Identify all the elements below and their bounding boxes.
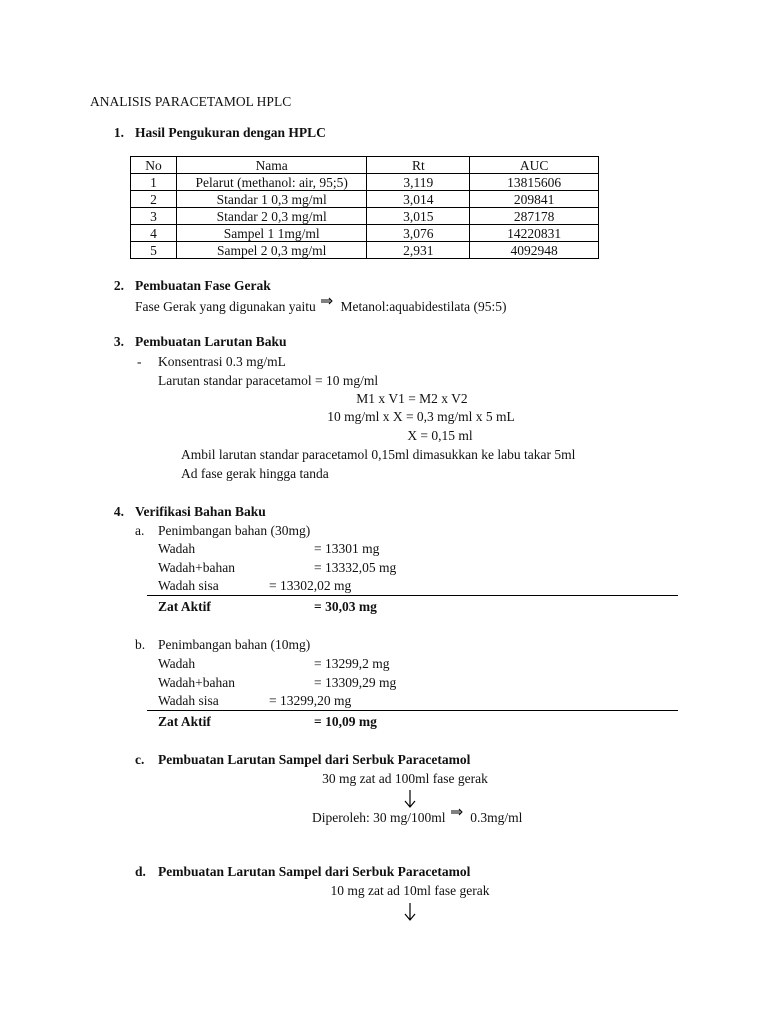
sub-b-title: Penimbangan bahan (10mg) — [158, 637, 311, 652]
divider-line — [147, 595, 678, 596]
ambil-larutan-line: Ambil larutan standar paracetamol 0,15ml dimasukkan ke labu takar 5ml — [181, 447, 576, 462]
wadah-sisa-label: Wadah sisa — [158, 578, 219, 593]
table-row — [131, 242, 599, 259]
cell-auc: 4092948 — [470, 242, 599, 259]
cell-rt: 3,119 — [367, 174, 470, 191]
diperoleh-label: Diperoleh: 30 mg/100ml — [312, 810, 446, 825]
fase-gerak-label: Fase Gerak yang digunakan yaitu — [135, 299, 316, 314]
implies-arrow-icon — [451, 808, 463, 816]
diperoleh-value: 0.3mg/ml — [470, 810, 523, 825]
zat-aktif-value: = 30,03 mg — [314, 599, 377, 614]
equation-3: X = 0,15 ml — [407, 428, 473, 443]
sub-d-title: Pembuatan Larutan Sampel dari Serbuk Paracetamol — [158, 864, 471, 879]
cell-auc: 13815606 — [470, 174, 599, 191]
cell-rt: 3,015 — [367, 208, 470, 225]
wadah-bahan-label: Wadah+bahan — [158, 675, 235, 690]
divider-line — [147, 710, 678, 711]
sub-c-line-2 — [312, 808, 522, 826]
sub-c-line-1: 30 mg zat ad 100ml fase gerak — [322, 771, 488, 786]
wadah-sisa-value: = 13302,02 mg — [269, 578, 352, 593]
zat-aktif-label: Zat Aktif — [158, 599, 211, 614]
column-header-auc: AUC — [470, 157, 599, 174]
cell-no: 1 — [131, 174, 177, 191]
cell-auc: 14220831 — [470, 225, 599, 242]
sub-c-title: Pembuatan Larutan Sampel dari Serbuk Paracetamol — [158, 752, 471, 767]
larutan-standar-line: Larutan standar paracetamol = 10 mg/ml — [158, 373, 379, 388]
section-2-heading: Pembuatan Fase Gerak — [135, 278, 271, 293]
wadah-sisa-label: Wadah sisa — [158, 693, 219, 708]
section-4-heading: Verifikasi Bahan Baku — [135, 504, 266, 519]
konsentrasi-item: Konsentrasi 0.3 mg/mL — [158, 354, 286, 369]
cell-rt: 3,076 — [367, 225, 470, 242]
table-header-row — [131, 157, 599, 174]
cell-nama: Sampel 1 1mg/ml — [176, 225, 367, 242]
cell-nama: Pelarut (methanol: air, 95;5) — [176, 174, 367, 191]
sub-a-title: Penimbangan bahan (30mg) — [158, 523, 311, 538]
table-row — [131, 191, 599, 208]
ad-fase-gerak-line: Ad fase gerak hingga tanda — [181, 466, 329, 481]
sub-a-letter: a. — [135, 523, 145, 538]
cell-no: 4 — [131, 225, 177, 242]
column-header-no: No — [131, 157, 177, 174]
sub-c-letter: c. — [135, 752, 145, 767]
column-header-nama: Nama — [176, 157, 367, 174]
section-2-number: 2. — [113, 278, 124, 293]
bullet-dash: - — [137, 354, 142, 369]
section-3-heading: Pembuatan Larutan Baku — [135, 334, 287, 349]
zat-aktif-value: = 10,09 mg — [314, 714, 377, 729]
wadah-value: = 13301 mg — [314, 541, 380, 556]
section-3-number: 3. — [113, 334, 124, 349]
cell-nama: Sampel 2 0,3 mg/ml — [176, 242, 367, 259]
zat-aktif-label: Zat Aktif — [158, 714, 211, 729]
down-arrow-icon — [403, 902, 417, 922]
section-1-heading: Hasil Pengukuran dengan HPLC — [135, 125, 326, 140]
cell-nama: Standar 2 0,3 mg/ml — [176, 208, 367, 225]
cell-auc: 287178 — [470, 208, 599, 225]
document-title: ANALISIS PARACETAMOL HPLC — [90, 94, 292, 109]
equation-2: 10 mg/ml x X = 0,3 mg/ml x 5 mL — [327, 409, 515, 424]
down-arrow-icon — [403, 789, 417, 809]
wadah-bahan-label: Wadah+bahan — [158, 560, 235, 575]
implies-arrow-icon — [321, 297, 333, 305]
fase-gerak-value: Metanol:aquabidestilata (95:5) — [340, 299, 507, 314]
cell-rt: 3,014 — [367, 191, 470, 208]
sub-d-line-1: 10 mg zat ad 10ml fase gerak — [330, 883, 490, 898]
cell-no: 5 — [131, 242, 177, 259]
cell-no: 2 — [131, 191, 177, 208]
fase-gerak-line — [135, 297, 507, 315]
wadah-sisa-value: = 13299,20 mg — [269, 693, 352, 708]
sub-b-letter: b. — [135, 637, 146, 652]
wadah-label: Wadah — [158, 656, 196, 671]
column-header-rt: Rt — [367, 157, 470, 174]
table-row — [131, 174, 599, 191]
section-1-number: 1. — [113, 125, 124, 140]
table-row — [131, 225, 599, 242]
wadah-bahan-value: = 13309,29 mg — [314, 675, 397, 690]
hplc-results-table — [130, 156, 599, 259]
wadah-label: Wadah — [158, 541, 196, 556]
wadah-value: = 13299,2 mg — [314, 656, 390, 671]
cell-auc: 209841 — [470, 191, 599, 208]
cell-no: 3 — [131, 208, 177, 225]
table-row — [131, 208, 599, 225]
equation-1: M1 x V1 = M2 x V2 — [356, 391, 468, 406]
section-4-number: 4. — [113, 504, 124, 519]
sub-d-letter: d. — [135, 864, 146, 879]
cell-nama: Standar 1 0,3 mg/ml — [176, 191, 367, 208]
cell-rt: 2,931 — [367, 242, 470, 259]
wadah-bahan-value: = 13332,05 mg — [314, 560, 397, 575]
